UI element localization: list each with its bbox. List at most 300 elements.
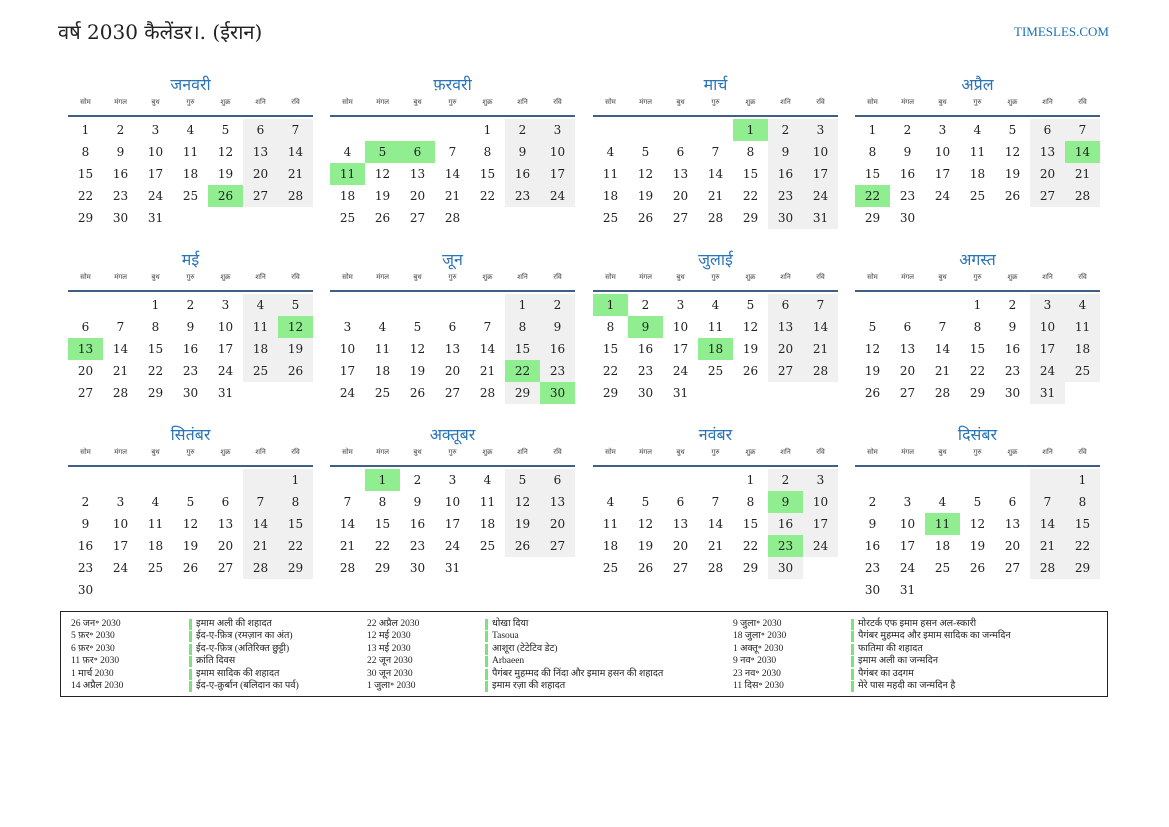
day-cell[interactable]: 28 (479, 386, 496, 400)
day-cell[interactable]: 11 (243, 316, 278, 338)
day-cell[interactable]: 12 (409, 342, 426, 356)
day-cell[interactable]: 21 (243, 535, 278, 557)
day-cell[interactable]: 8 (483, 145, 492, 159)
day-cell[interactable]: 4 (378, 320, 387, 334)
day-cell[interactable]: 21 (112, 364, 129, 378)
day-cell[interactable]: 19 (637, 189, 654, 203)
day-cell[interactable]: 30 (77, 583, 94, 597)
day-cell[interactable]: 18 (374, 364, 391, 378)
day-cell[interactable]: 12 (637, 517, 654, 531)
day-cell[interactable]: 23 (77, 561, 94, 575)
holiday-day[interactable]: 30 (540, 382, 575, 404)
day-cell[interactable]: 5 (973, 495, 982, 509)
day-cell[interactable]: 4 (243, 294, 278, 316)
day-cell[interactable]: 15 (602, 342, 619, 356)
day-cell[interactable]: 19 (742, 342, 759, 356)
day-cell[interactable]: 14 (479, 342, 496, 356)
day-cell[interactable]: 4 (343, 145, 352, 159)
day-cell[interactable]: 19 (278, 338, 313, 360)
day-cell[interactable]: 15 (147, 342, 164, 356)
day-cell[interactable]: 15 (864, 167, 881, 181)
holiday-day[interactable]: 14 (1065, 141, 1100, 163)
day-cell[interactable]: 25 (147, 561, 164, 575)
day-cell[interactable]: 2 (903, 123, 912, 137)
day-cell[interactable]: 19 (505, 513, 540, 535)
holiday-day[interactable]: 11 (925, 513, 960, 535)
day-cell[interactable]: 11 (147, 517, 164, 531)
day-cell[interactable]: 27 (77, 386, 94, 400)
day-cell[interactable]: 19 (864, 364, 881, 378)
day-cell[interactable]: 29 (742, 211, 759, 225)
day-cell[interactable]: 24 (147, 189, 164, 203)
day-cell[interactable]: 6 (676, 495, 685, 509)
day-cell[interactable]: 25 (1065, 360, 1100, 382)
day-cell[interactable]: 20 (899, 364, 916, 378)
day-cell[interactable]: 16 (864, 539, 881, 553)
day-cell[interactable]: 28 (707, 561, 724, 575)
day-cell[interactable]: 27 (768, 360, 803, 382)
day-cell[interactable]: 17 (217, 342, 234, 356)
day-cell[interactable]: 5 (186, 495, 195, 509)
day-cell[interactable]: 15 (278, 513, 313, 535)
day-cell[interactable]: 19 (182, 539, 199, 553)
day-cell[interactable]: 6 (221, 495, 230, 509)
day-cell[interactable]: 1 (81, 123, 90, 137)
day-cell[interactable]: 27 (540, 535, 575, 557)
day-cell[interactable]: 10 (1030, 316, 1065, 338)
day-cell[interactable]: 9 (81, 517, 90, 531)
day-cell[interactable]: 30 (768, 207, 803, 229)
day-cell[interactable]: 18 (934, 539, 951, 553)
day-cell[interactable]: 20 (243, 163, 278, 185)
day-cell[interactable]: 6 (1008, 495, 1017, 509)
day-cell[interactable]: 8 (278, 491, 313, 513)
day-cell[interactable]: 16 (768, 163, 803, 185)
day-cell[interactable]: 27 (672, 561, 689, 575)
day-cell[interactable]: 28 (934, 386, 951, 400)
day-cell[interactable]: 16 (182, 342, 199, 356)
day-cell[interactable]: 11 (1065, 316, 1100, 338)
day-cell[interactable]: 15 (742, 517, 759, 531)
day-cell[interactable]: 24 (803, 185, 838, 207)
day-cell[interactable]: 17 (934, 167, 951, 181)
day-cell[interactable]: 10 (339, 342, 356, 356)
day-cell[interactable]: 27 (899, 386, 916, 400)
day-cell[interactable]: 7 (711, 495, 720, 509)
day-cell[interactable]: 15 (969, 342, 986, 356)
day-cell[interactable]: 22 (278, 535, 313, 557)
day-cell[interactable]: 10 (934, 145, 951, 159)
day-cell[interactable]: 30 (637, 386, 654, 400)
day-cell[interactable]: 4 (1065, 294, 1100, 316)
day-cell[interactable]: 19 (637, 539, 654, 553)
day-cell[interactable]: 30 (864, 583, 881, 597)
day-cell[interactable]: 18 (969, 167, 986, 181)
day-cell[interactable]: 8 (505, 316, 540, 338)
day-cell[interactable]: 14 (112, 342, 129, 356)
day-cell[interactable]: 25 (707, 364, 724, 378)
day-cell[interactable]: 3 (448, 473, 457, 487)
day-cell[interactable]: 3 (343, 320, 352, 334)
day-cell[interactable]: 3 (116, 495, 125, 509)
site-link[interactable]: TIMESLES.COM (1014, 24, 1109, 39)
day-cell[interactable]: 12 (969, 517, 986, 531)
day-cell[interactable]: 20 (217, 539, 234, 553)
day-cell[interactable]: 7 (343, 495, 352, 509)
day-cell[interactable]: 16 (409, 517, 426, 531)
day-cell[interactable]: 28 (1030, 557, 1065, 579)
day-cell[interactable]: 5 (413, 320, 422, 334)
day-cell[interactable]: 19 (374, 189, 391, 203)
day-cell[interactable]: 6 (81, 320, 90, 334)
day-cell[interactable]: 22 (479, 189, 496, 203)
day-cell[interactable]: 10 (540, 141, 575, 163)
day-cell[interactable]: 11 (707, 320, 724, 334)
day-cell[interactable]: 4 (606, 495, 615, 509)
day-cell[interactable]: 18 (602, 189, 619, 203)
day-cell[interactable]: 6 (448, 320, 457, 334)
day-cell[interactable]: 21 (707, 539, 724, 553)
day-cell[interactable]: 24 (672, 364, 689, 378)
day-cell[interactable]: 31 (1030, 382, 1065, 404)
day-cell[interactable]: 13 (243, 141, 278, 163)
day-cell[interactable]: 4 (151, 495, 160, 509)
day-cell[interactable]: 28 (803, 360, 838, 382)
day-cell[interactable]: 1 (973, 298, 982, 312)
day-cell[interactable]: 7 (938, 320, 947, 334)
day-cell[interactable]: 2 (768, 469, 803, 491)
day-cell[interactable]: 2 (641, 298, 650, 312)
day-cell[interactable]: 26 (864, 386, 881, 400)
day-cell[interactable]: 27 (444, 386, 461, 400)
day-cell[interactable]: 3 (903, 495, 912, 509)
day-cell[interactable]: 10 (672, 320, 689, 334)
day-cell[interactable]: 31 (217, 386, 234, 400)
day-cell[interactable]: 9 (868, 517, 877, 531)
holiday-day[interactable]: 6 (400, 141, 435, 163)
day-cell[interactable]: 5 (868, 320, 877, 334)
day-cell[interactable]: 20 (409, 189, 426, 203)
day-cell[interactable]: 9 (903, 145, 912, 159)
day-cell[interactable]: 25 (969, 189, 986, 203)
day-cell[interactable]: 16 (505, 163, 540, 185)
day-cell[interactable]: 14 (243, 513, 278, 535)
holiday-day[interactable]: 18 (698, 338, 733, 360)
day-cell[interactable]: 18 (602, 539, 619, 553)
day-cell[interactable]: 20 (1004, 539, 1021, 553)
day-cell[interactable]: 9 (505, 141, 540, 163)
day-cell[interactable]: 25 (602, 561, 619, 575)
day-cell[interactable]: 13 (899, 342, 916, 356)
day-cell[interactable]: 31 (899, 583, 916, 597)
day-cell[interactable]: 21 (444, 189, 461, 203)
day-cell[interactable]: 29 (77, 211, 94, 225)
day-cell[interactable]: 14 (803, 316, 838, 338)
day-cell[interactable]: 6 (540, 469, 575, 491)
day-cell[interactable]: 20 (672, 189, 689, 203)
holiday-day[interactable]: 1 (365, 469, 400, 491)
day-cell[interactable]: 1 (868, 123, 877, 137)
day-cell[interactable]: 29 (278, 557, 313, 579)
day-cell[interactable]: 5 (641, 145, 650, 159)
day-cell[interactable]: 26 (742, 364, 759, 378)
day-cell[interactable]: 5 (221, 123, 230, 137)
day-cell[interactable]: 2 (1008, 298, 1017, 312)
day-cell[interactable]: 7 (483, 320, 492, 334)
day-cell[interactable]: 2 (540, 294, 575, 316)
day-cell[interactable]: 23 (1004, 364, 1021, 378)
day-cell[interactable]: 13 (672, 167, 689, 181)
day-cell[interactable]: 26 (637, 561, 654, 575)
day-cell[interactable]: 27 (243, 185, 278, 207)
day-cell[interactable]: 9 (1008, 320, 1017, 334)
day-cell[interactable]: 16 (112, 167, 129, 181)
day-cell[interactable]: 13 (672, 517, 689, 531)
day-cell[interactable]: 3 (803, 119, 838, 141)
day-cell[interactable]: 28 (243, 557, 278, 579)
day-cell[interactable]: 3 (151, 123, 160, 137)
day-cell[interactable]: 4 (483, 473, 492, 487)
day-cell[interactable]: 18 (1065, 338, 1100, 360)
day-cell[interactable]: 20 (1030, 163, 1065, 185)
day-cell[interactable]: 23 (182, 364, 199, 378)
day-cell[interactable]: 12 (182, 517, 199, 531)
day-cell[interactable]: 23 (112, 189, 129, 203)
day-cell[interactable]: 23 (540, 360, 575, 382)
day-cell[interactable]: 21 (339, 539, 356, 553)
day-cell[interactable]: 25 (339, 211, 356, 225)
day-cell[interactable]: 7 (243, 491, 278, 513)
day-cell[interactable]: 26 (505, 535, 540, 557)
day-cell[interactable]: 12 (637, 167, 654, 181)
day-cell[interactable]: 22 (1065, 535, 1100, 557)
day-cell[interactable]: 7 (711, 145, 720, 159)
day-cell[interactable]: 3 (803, 469, 838, 491)
holiday-day[interactable]: 11 (330, 163, 365, 185)
day-cell[interactable]: 26 (182, 561, 199, 575)
day-cell[interactable]: 30 (768, 557, 803, 579)
day-cell[interactable]: 10 (112, 517, 129, 531)
holiday-day[interactable]: 23 (768, 535, 803, 557)
holiday-day[interactable]: 26 (208, 185, 243, 207)
day-cell[interactable]: 14 (278, 141, 313, 163)
day-cell[interactable]: 17 (803, 163, 838, 185)
day-cell[interactable]: 22 (742, 189, 759, 203)
day-cell[interactable]: 22 (742, 539, 759, 553)
day-cell[interactable]: 17 (444, 517, 461, 531)
day-cell[interactable]: 10 (147, 145, 164, 159)
day-cell[interactable]: 14 (339, 517, 356, 531)
day-cell[interactable]: 29 (864, 211, 881, 225)
day-cell[interactable]: 13 (1030, 141, 1065, 163)
day-cell[interactable]: 12 (1004, 145, 1021, 159)
day-cell[interactable]: 7 (116, 320, 125, 334)
day-cell[interactable]: 17 (899, 539, 916, 553)
day-cell[interactable]: 4 (711, 298, 720, 312)
day-cell[interactable]: 23 (768, 185, 803, 207)
day-cell[interactable]: 20 (444, 364, 461, 378)
day-cell[interactable]: 19 (969, 539, 986, 553)
day-cell[interactable]: 20 (540, 513, 575, 535)
day-cell[interactable]: 24 (339, 386, 356, 400)
day-cell[interactable]: 9 (413, 495, 422, 509)
day-cell[interactable]: 24 (899, 561, 916, 575)
day-cell[interactable]: 10 (803, 141, 838, 163)
day-cell[interactable]: 8 (746, 495, 755, 509)
day-cell[interactable]: 16 (899, 167, 916, 181)
holiday-day[interactable]: 9 (628, 316, 663, 338)
day-cell[interactable]: 30 (1004, 386, 1021, 400)
day-cell[interactable]: 17 (672, 342, 689, 356)
day-cell[interactable]: 22 (147, 364, 164, 378)
day-cell[interactable]: 13 (409, 167, 426, 181)
day-cell[interactable]: 28 (278, 185, 313, 207)
day-cell[interactable]: 2 (413, 473, 422, 487)
day-cell[interactable]: 14 (1030, 513, 1065, 535)
day-cell[interactable]: 16 (637, 342, 654, 356)
day-cell[interactable]: 10 (899, 517, 916, 531)
day-cell[interactable]: 18 (182, 167, 199, 181)
day-cell[interactable]: 7 (1065, 119, 1100, 141)
day-cell[interactable]: 28 (444, 211, 461, 225)
day-cell[interactable]: 24 (540, 185, 575, 207)
day-cell[interactable]: 23 (409, 539, 426, 553)
day-cell[interactable]: 31 (444, 561, 461, 575)
day-cell[interactable]: 25 (602, 211, 619, 225)
day-cell[interactable]: 24 (112, 561, 129, 575)
day-cell[interactable]: 7 (803, 294, 838, 316)
day-cell[interactable]: 14 (444, 167, 461, 181)
day-cell[interactable]: 5 (641, 495, 650, 509)
day-cell[interactable]: 7 (1030, 491, 1065, 513)
day-cell[interactable]: 15 (77, 167, 94, 181)
day-cell[interactable]: 26 (1004, 189, 1021, 203)
day-cell[interactable]: 9 (540, 316, 575, 338)
day-cell[interactable]: 4 (186, 123, 195, 137)
day-cell[interactable]: 13 (217, 517, 234, 531)
day-cell[interactable]: 6 (768, 294, 803, 316)
day-cell[interactable]: 17 (112, 539, 129, 553)
day-cell[interactable]: 1 (278, 469, 313, 491)
day-cell[interactable]: 7 (278, 119, 313, 141)
day-cell[interactable]: 10 (803, 491, 838, 513)
holiday-day[interactable]: 1 (733, 119, 768, 141)
day-cell[interactable]: 5 (278, 294, 313, 316)
day-cell[interactable]: 11 (969, 145, 986, 159)
day-cell[interactable]: 15 (742, 167, 759, 181)
day-cell[interactable]: 31 (803, 207, 838, 229)
day-cell[interactable]: 17 (540, 163, 575, 185)
day-cell[interactable]: 15 (479, 167, 496, 181)
day-cell[interactable]: 2 (186, 298, 195, 312)
day-cell[interactable]: 16 (77, 539, 94, 553)
day-cell[interactable]: 3 (938, 123, 947, 137)
day-cell[interactable]: 27 (1030, 185, 1065, 207)
day-cell[interactable]: 27 (217, 561, 234, 575)
day-cell[interactable]: 17 (339, 364, 356, 378)
day-cell[interactable]: 13 (444, 342, 461, 356)
day-cell[interactable]: 27 (409, 211, 426, 225)
day-cell[interactable]: 22 (602, 364, 619, 378)
day-cell[interactable]: 1 (1065, 469, 1100, 491)
day-cell[interactable]: 11 (602, 517, 619, 531)
day-cell[interactable]: 25 (243, 360, 278, 382)
day-cell[interactable]: 6 (1030, 119, 1065, 141)
day-cell[interactable]: 10 (444, 495, 461, 509)
day-cell[interactable]: 26 (409, 386, 426, 400)
day-cell[interactable]: 16 (768, 513, 803, 535)
day-cell[interactable]: 12 (742, 320, 759, 334)
day-cell[interactable]: 18 (243, 338, 278, 360)
day-cell[interactable]: 29 (742, 561, 759, 575)
day-cell[interactable]: 23 (899, 189, 916, 203)
day-cell[interactable]: 23 (864, 561, 881, 575)
day-cell[interactable]: 20 (672, 539, 689, 553)
day-cell[interactable]: 21 (1030, 535, 1065, 557)
day-cell[interactable]: 13 (768, 316, 803, 338)
day-cell[interactable]: 2 (868, 495, 877, 509)
day-cell[interactable]: 2 (768, 119, 803, 141)
day-cell[interactable]: 28 (707, 211, 724, 225)
holiday-day[interactable]: 1 (593, 294, 628, 316)
day-cell[interactable]: 15 (374, 517, 391, 531)
day-cell[interactable]: 11 (374, 342, 391, 356)
holiday-day[interactable]: 5 (365, 141, 400, 163)
day-cell[interactable]: 23 (505, 185, 540, 207)
day-cell[interactable]: 25 (934, 561, 951, 575)
holiday-day[interactable]: 13 (68, 338, 103, 360)
day-cell[interactable]: 14 (707, 517, 724, 531)
day-cell[interactable]: 20 (768, 338, 803, 360)
day-cell[interactable]: 1 (505, 294, 540, 316)
day-cell[interactable]: 23 (637, 364, 654, 378)
day-cell[interactable]: 29 (374, 561, 391, 575)
day-cell[interactable]: 28 (112, 386, 129, 400)
day-cell[interactable]: 28 (339, 561, 356, 575)
day-cell[interactable]: 24 (934, 189, 951, 203)
day-cell[interactable]: 29 (147, 386, 164, 400)
day-cell[interactable]: 27 (672, 211, 689, 225)
day-cell[interactable]: 3 (540, 119, 575, 141)
day-cell[interactable]: 30 (112, 211, 129, 225)
day-cell[interactable]: 3 (221, 298, 230, 312)
day-cell[interactable]: 15 (505, 338, 540, 360)
day-cell[interactable]: 14 (707, 167, 724, 181)
day-cell[interactable]: 24 (1030, 360, 1065, 382)
day-cell[interactable]: 9 (768, 141, 803, 163)
day-cell[interactable]: 25 (374, 386, 391, 400)
day-cell[interactable]: 24 (217, 364, 234, 378)
day-cell[interactable]: 13 (540, 491, 575, 513)
day-cell[interactable]: 17 (1030, 338, 1065, 360)
day-cell[interactable]: 18 (479, 517, 496, 531)
day-cell[interactable]: 21 (707, 189, 724, 203)
day-cell[interactable]: 30 (409, 561, 426, 575)
day-cell[interactable]: 31 (147, 211, 164, 225)
day-cell[interactable]: 4 (938, 495, 947, 509)
day-cell[interactable]: 16 (1004, 342, 1021, 356)
day-cell[interactable]: 5 (505, 469, 540, 491)
day-cell[interactable]: 31 (672, 386, 689, 400)
day-cell[interactable]: 5 (746, 298, 755, 312)
day-cell[interactable]: 4 (606, 145, 615, 159)
day-cell[interactable]: 9 (116, 145, 125, 159)
day-cell[interactable]: 18 (339, 189, 356, 203)
day-cell[interactable]: 30 (182, 386, 199, 400)
day-cell[interactable]: 19 (217, 167, 234, 181)
day-cell[interactable]: 6 (903, 320, 912, 334)
day-cell[interactable]: 28 (1065, 185, 1100, 207)
